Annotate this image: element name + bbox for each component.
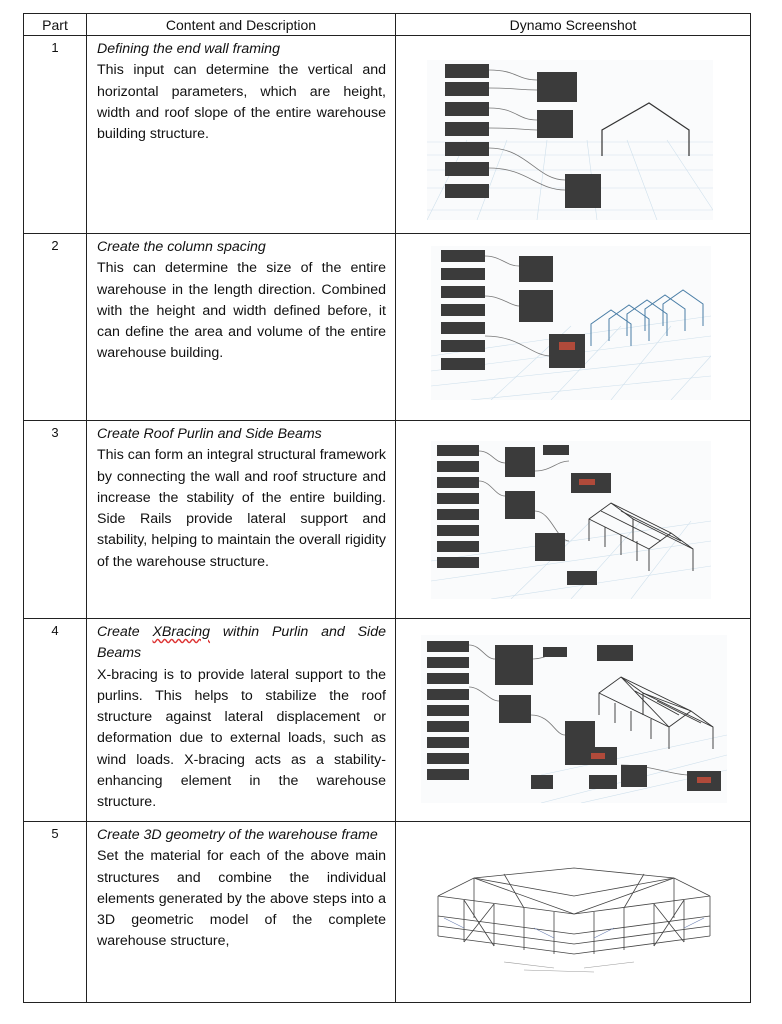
warehouse-frame — [438, 868, 710, 954]
table-row — [24, 36, 751, 234]
warehouse-3d-model — [434, 858, 714, 976]
ground-lines — [504, 962, 634, 972]
screenshot-cell — [396, 36, 751, 234]
description-cell — [87, 822, 396, 1003]
table-row — [24, 619, 751, 822]
screenshot-cell — [396, 822, 751, 1003]
dynamo-screenshot-3 — [431, 441, 711, 599]
row-title: Create 3D geometry of the warehouse frame — [97, 827, 378, 843]
description-cell — [87, 234, 396, 421]
table-row — [24, 421, 751, 619]
row-body: X-bracing is to provide lateral support to the purlins. This helps to stabilize the roof structure against lateral displacement or deformation due to external loads, such as wind loads. X-bracing acts as a stability-enhancing element in the warehouse structure. — [97, 666, 386, 811]
row-body: This input can determine the vertical and horizontal parameters, which are height, width and roof slope of the entire warehouse building structure. — [97, 62, 386, 143]
part-number: 2 — [24, 234, 87, 421]
table-row — [24, 822, 751, 1003]
description-cell — [87, 36, 396, 234]
row-body: Set the material for each of the above main structures and combine the individual elements generated by the above steps into a 3D geometric model of the complete warehouse structure, — [97, 848, 386, 950]
part-number: 4 — [24, 619, 87, 822]
part-number: 1 — [24, 36, 87, 234]
row-title: Create the column spacing — [97, 239, 266, 255]
bracing-lines — [444, 918, 704, 938]
table-row — [24, 234, 751, 421]
part-number: 5 — [24, 822, 87, 1003]
screenshot-cell — [396, 234, 751, 421]
dynamo-screenshot-1 — [427, 60, 713, 220]
row-title: Defining the end wall framing — [97, 41, 280, 57]
row-title — [97, 622, 386, 665]
title-text: Create — [97, 624, 153, 640]
header-row — [24, 14, 751, 36]
part-number: 3 — [24, 421, 87, 619]
screenshot-cell — [396, 619, 751, 822]
dynamo-screenshot-2 — [431, 246, 711, 400]
row-body: This can determine the size of the entire warehouse in the length direction. Combined with the height and width defined before, it can define the area and volume of the entire warehouse building. — [97, 260, 386, 362]
title-text: within Purlin and Side Beams — [97, 624, 386, 662]
description-cell — [87, 619, 396, 822]
header-part: Part — [24, 14, 87, 36]
header-content: Content and Description — [87, 14, 396, 36]
screenshot-cell — [396, 421, 751, 619]
spellcheck-underlined-word: XBracing — [152, 624, 211, 640]
row-body: This can form an integral structural framework by connecting the wall and roof structure and increase the stability of the entire building. Side Rails provide lateral support and stability, helping to maintain the overall rigidity of the warehouse structure. — [97, 447, 386, 570]
row-title: Create Roof Purlin and Side Beams — [97, 426, 322, 442]
header-screenshot: Dynamo Screenshot — [396, 14, 751, 36]
dynamo-screenshot-4 — [421, 635, 727, 803]
description-cell — [87, 421, 396, 619]
content-table — [23, 13, 751, 1003]
